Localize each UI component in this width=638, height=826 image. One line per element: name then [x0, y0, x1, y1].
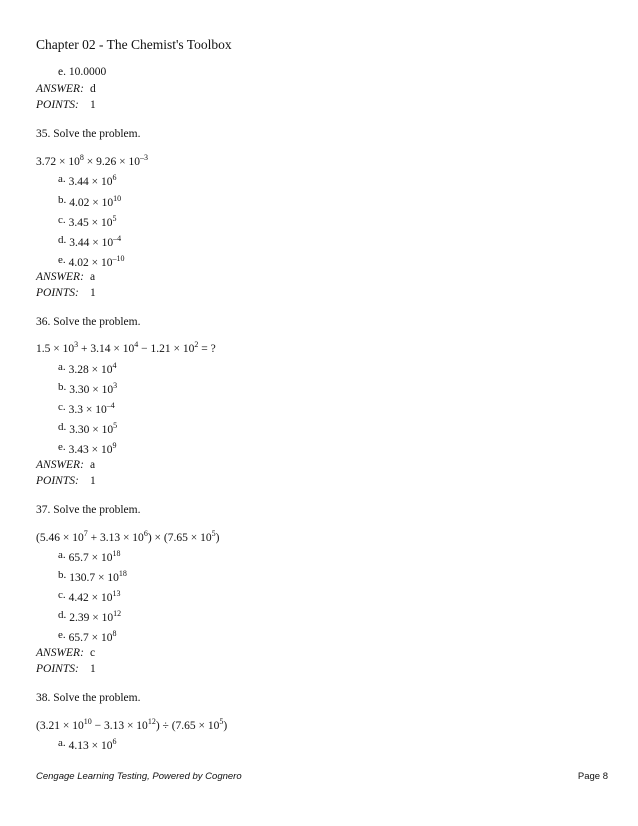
answer-value: a	[90, 271, 96, 283]
answer-row	[36, 271, 95, 283]
expr-part: (3.21 × 10	[36, 720, 84, 732]
choice-a	[58, 737, 117, 752]
expr-part: + 3.14 × 10	[78, 343, 135, 355]
answer-value: d	[90, 83, 96, 95]
footer-credit: Cengage Learning Testing, Powered by Cognero	[36, 771, 242, 782]
choice-e	[58, 441, 117, 456]
choice-d	[58, 234, 122, 249]
choice-mantissa: 3.30 × 10	[69, 384, 114, 396]
choice-mantissa: 3.28 × 10	[68, 364, 113, 376]
choice-exponent: 18	[112, 549, 121, 558]
choice-exponent: 4	[112, 361, 117, 370]
question-stem: 35. Solve the problem.	[36, 128, 141, 140]
expr-part: − 3.13 × 10	[91, 720, 148, 732]
choice-mantissa: 3.44 × 10	[69, 237, 114, 249]
expr-part: )	[215, 532, 220, 544]
expr-exponent: 4	[134, 340, 139, 349]
choice-exponent: 8	[112, 629, 117, 638]
choice-d	[58, 421, 118, 436]
choice-b	[58, 194, 122, 209]
choice-mantissa: 4.02 × 10	[69, 197, 114, 209]
choice-letter: e.	[58, 629, 66, 641]
expr-part: 3.72 × 10	[36, 156, 80, 168]
choice-mantissa: 65.7 × 10	[68, 552, 113, 564]
choice-letter: a.	[58, 361, 66, 373]
choice-exponent: 5	[113, 421, 118, 430]
expr-part: )	[223, 720, 228, 732]
expr-part: × 9.26 × 10	[83, 156, 140, 168]
choice-letter: e.	[58, 66, 66, 78]
question-expression	[36, 340, 216, 355]
choice-exponent: 18	[118, 569, 127, 578]
points-value: 1	[90, 663, 96, 675]
choice-c	[58, 401, 115, 416]
choice-letter: a.	[58, 549, 66, 561]
points-label: POINTS:	[36, 287, 79, 299]
choice-letter: d.	[58, 609, 67, 621]
choice-letter: d.	[58, 421, 67, 433]
expr-exponent: 12	[147, 717, 156, 726]
question-stem: 36. Solve the problem.	[36, 316, 141, 328]
expr-part: ) ÷ (7.65 × 10	[155, 720, 220, 732]
expr-part: − 1.21 × 10	[138, 343, 195, 355]
choice-exponent: 3	[113, 381, 118, 390]
expr-exponent: 7	[83, 529, 88, 538]
choice-mantissa: 4.02 × 10	[68, 257, 113, 269]
choice-e	[58, 629, 117, 644]
expr-exponent: 10	[83, 717, 92, 726]
expr-exponent: 5	[211, 529, 216, 538]
question-expression	[36, 529, 220, 544]
choice-letter: b.	[58, 381, 67, 393]
choice-mantissa: 3.44 × 10	[68, 176, 113, 188]
points-label: POINTS:	[36, 99, 79, 111]
choice-text: 10.0000	[68, 66, 107, 78]
choice-letter: b.	[58, 194, 67, 206]
choice-mantissa: 2.39 × 10	[69, 612, 114, 624]
choice-mantissa: 3.45 × 10	[68, 217, 113, 229]
points-row	[36, 99, 96, 111]
choice-letter: a.	[58, 173, 66, 185]
choice-a	[58, 173, 117, 188]
choice-b	[58, 569, 127, 584]
answer-value: a	[90, 459, 96, 471]
points-value: 1	[90, 287, 96, 299]
expr-part: ) × (7.65 × 10	[147, 532, 212, 544]
choice-mantissa: 4.42 × 10	[68, 592, 113, 604]
choice-exponent: 13	[112, 589, 121, 598]
choice-letter: a.	[58, 737, 66, 749]
choice-c	[58, 214, 117, 229]
answer-label: ANSWER:	[36, 271, 84, 283]
answer-row	[36, 83, 96, 95]
points-label: POINTS:	[36, 663, 79, 675]
page-number: Page 8	[577, 771, 608, 782]
answer-label: ANSWER:	[36, 83, 84, 95]
page-title: Chapter 02 - The Chemist's Toolbox	[36, 37, 232, 52]
choice-exponent: –4	[106, 401, 115, 410]
question-expression	[36, 153, 148, 168]
choice-e	[58, 66, 106, 78]
choice-mantissa: 65.7 × 10	[68, 632, 113, 644]
choice-exponent: 5	[112, 214, 117, 223]
points-label: POINTS:	[36, 475, 79, 487]
choice-letter: e.	[58, 254, 66, 266]
points-value: 1	[90, 99, 96, 111]
choice-mantissa: 3.3 × 10	[68, 404, 107, 416]
expr-part: 1.5 × 10	[36, 343, 75, 355]
choice-letter: c.	[58, 401, 66, 413]
choice-exponent: 10	[113, 194, 122, 203]
expr-exponent: 3	[74, 340, 79, 349]
question-stem: 37. Solve the problem.	[36, 504, 141, 516]
expr-part: = ?	[198, 343, 216, 355]
expr-exponent: 8	[79, 153, 84, 162]
choice-a	[58, 549, 121, 564]
choice-mantissa: 3.30 × 10	[69, 424, 114, 436]
answer-value: c	[90, 647, 96, 659]
expr-part: (5.46 × 10	[36, 532, 84, 544]
expr-exponent: –3	[139, 153, 148, 162]
choice-d	[58, 609, 122, 624]
answer-label: ANSWER:	[36, 459, 84, 471]
choice-mantissa: 130.7 × 10	[69, 572, 119, 584]
choice-c	[58, 589, 121, 604]
choice-e	[58, 254, 125, 269]
choice-letter: d.	[58, 234, 67, 246]
answer-row	[36, 647, 95, 659]
choice-exponent: –4	[113, 234, 122, 243]
points-row	[36, 475, 96, 487]
answer-row	[36, 459, 95, 471]
points-value: 1	[90, 475, 96, 487]
question-stem: 38. Solve the problem.	[36, 692, 141, 704]
choice-exponent: –10	[112, 254, 125, 263]
choice-a	[58, 361, 117, 376]
choice-exponent: 12	[113, 609, 122, 618]
choice-exponent: 6	[112, 737, 117, 746]
choice-exponent: 6	[112, 173, 117, 182]
choice-mantissa: 4.13 × 10	[68, 740, 113, 752]
choice-letter: e.	[58, 441, 66, 453]
points-row	[36, 663, 96, 675]
choice-letter: c.	[58, 214, 66, 226]
choice-b	[58, 381, 118, 396]
choice-letter: c.	[58, 589, 66, 601]
expr-exponent: 6	[143, 529, 148, 538]
answer-label: ANSWER:	[36, 647, 84, 659]
expr-exponent: 2	[194, 340, 199, 349]
expr-part: + 3.13 × 10	[87, 532, 144, 544]
choice-letter: b.	[58, 569, 67, 581]
question-expression	[36, 717, 228, 732]
points-row	[36, 287, 96, 299]
choice-mantissa: 3.43 × 10	[68, 444, 113, 456]
expr-exponent: 5	[219, 717, 224, 726]
choice-exponent: 9	[112, 441, 117, 450]
